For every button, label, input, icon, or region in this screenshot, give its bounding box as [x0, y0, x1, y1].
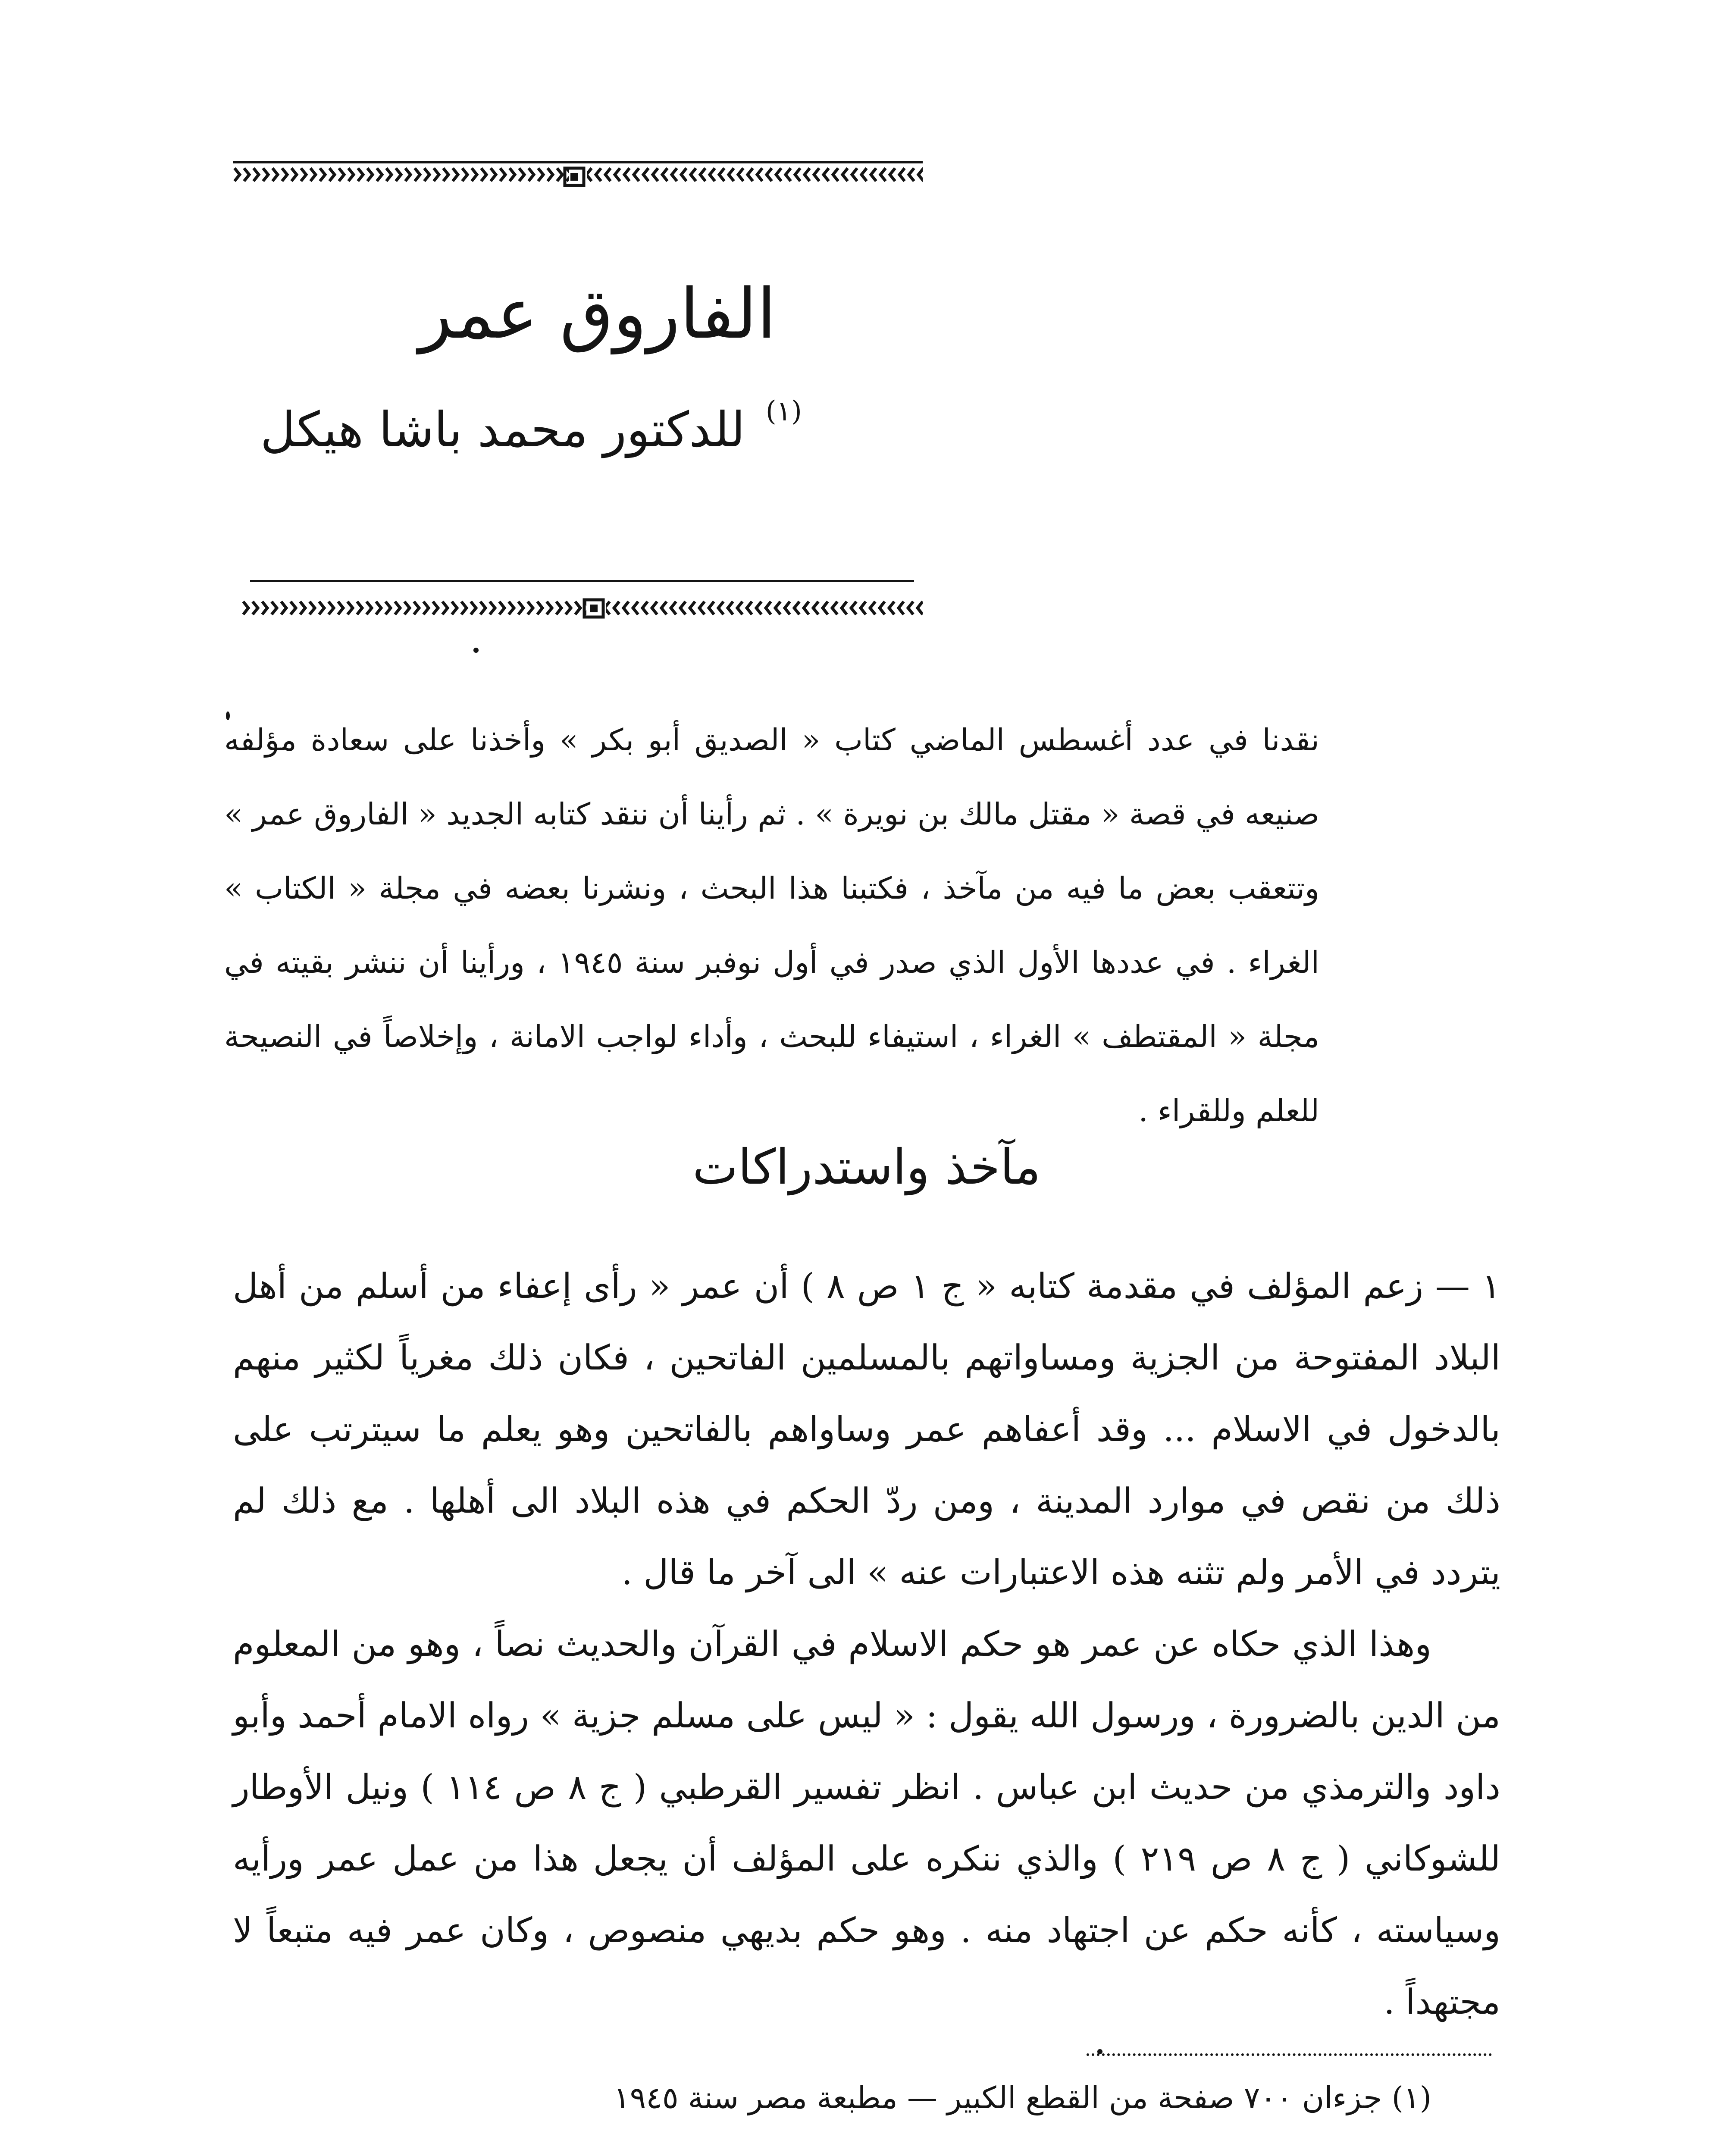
- body-text: [233, 1250, 1500, 2038]
- lower-ornament-rule: [241, 593, 923, 623]
- footnote: (١) جزءان ٧٠٠ صفحة من القطع الكبير — مطبعة مصر سنة ١٩٤٥: [614, 2080, 1431, 2115]
- footnote-separator-dot: [1097, 2049, 1102, 2054]
- footnote-separator: [1087, 2053, 1492, 2056]
- article-title: الفاروق عمر: [419, 273, 776, 354]
- intro-paragraph: نقدنا في عدد أغسطس الماضي كتاب « الصديق أبو بكر » وأخذنا على سعادة مؤلفه صنيعه في قصة « مقتل مالك بن نويرة » . ثم رأينا أن ننقد كتابه الجديد « الفاروق عمر » وتتعقب بعض ما فيه من مآخذ ، فكتبنا هذا البحث ، ونشرنا بعضه في مجلة « الكتاب » الغراء . في عددها الأول الذي صدر في أول نوفبر سنة ١٩٤٥ ، ورأينا أن ننشر بقيته في مجلة « المقتطف » الغراء ، استيفاء للبحث ، وأداء لواجب الامانة ، وإخلاصاً في النصيحة للعلم وللقراء .: [224, 722, 1319, 1128]
- scan-speck: [473, 648, 479, 653]
- lower-ornament-svg: [241, 593, 923, 623]
- author-footnote-ref: (١): [765, 395, 802, 427]
- section-heading: مآخذ واستدراكات: [692, 1139, 1041, 1195]
- body-paragraph-1: ١ — زعم المؤلف في مقدمة كتابه « ج ١ ص ٨ ) أن عمر « رأى إعفاء من أسلم من أهل البلاد المفتوحة من الجزية ومساواتهم بالمسلمين الفاتحين ، فكان ذلك مغرياً لكثير منهم بالدخول في الاسلام ... وقد أعفاهم عمر وساواهم بالفاتحين وهو يعلم ما سيترتب على ذلك من نقص في موارد المدينة ، ومن ردّ الحكم في هذه البلاد الى أهلها . مع ذلك لم يتردد في الأمر ولم تثنه هذه الاعتبارات عنه » الى آخر ما قال .: [233, 1266, 1501, 1592]
- top-ornament-svg: [233, 160, 923, 190]
- author-name: للدكتور محمد باشا هيكل: [260, 402, 745, 458]
- article-author: [241, 395, 802, 459]
- top-ornament-rule: [233, 160, 923, 190]
- body-paragraph-2: وهذا الذي حكاه عن عمر هو حكم الاسلام في القرآن والحديث نصاً ، وهو من المعلوم من الدين بالضرورة ، ورسول الله يقول : « ليس على مسلم جزية » رواه الامام أحمد وأبو داود والترمذي من حديث ابن عباس . انظر تفسير القرطبي ( ج ٨ ص ١١٤ ) ونيل الأوطار للشوكاني ( ج ٨ ص ٢١٩ ) والذي ننكره على المؤلف أن يجعل هذا من عمل عمر ورأيه وسياسته ، كأنه حكم عن اجتهاد منه . وهو حكم بديهي منصوص ، وكان عمر فيه متبعاً لا مجتهداً .: [233, 1624, 1501, 2022]
- divider-line: [250, 580, 914, 582]
